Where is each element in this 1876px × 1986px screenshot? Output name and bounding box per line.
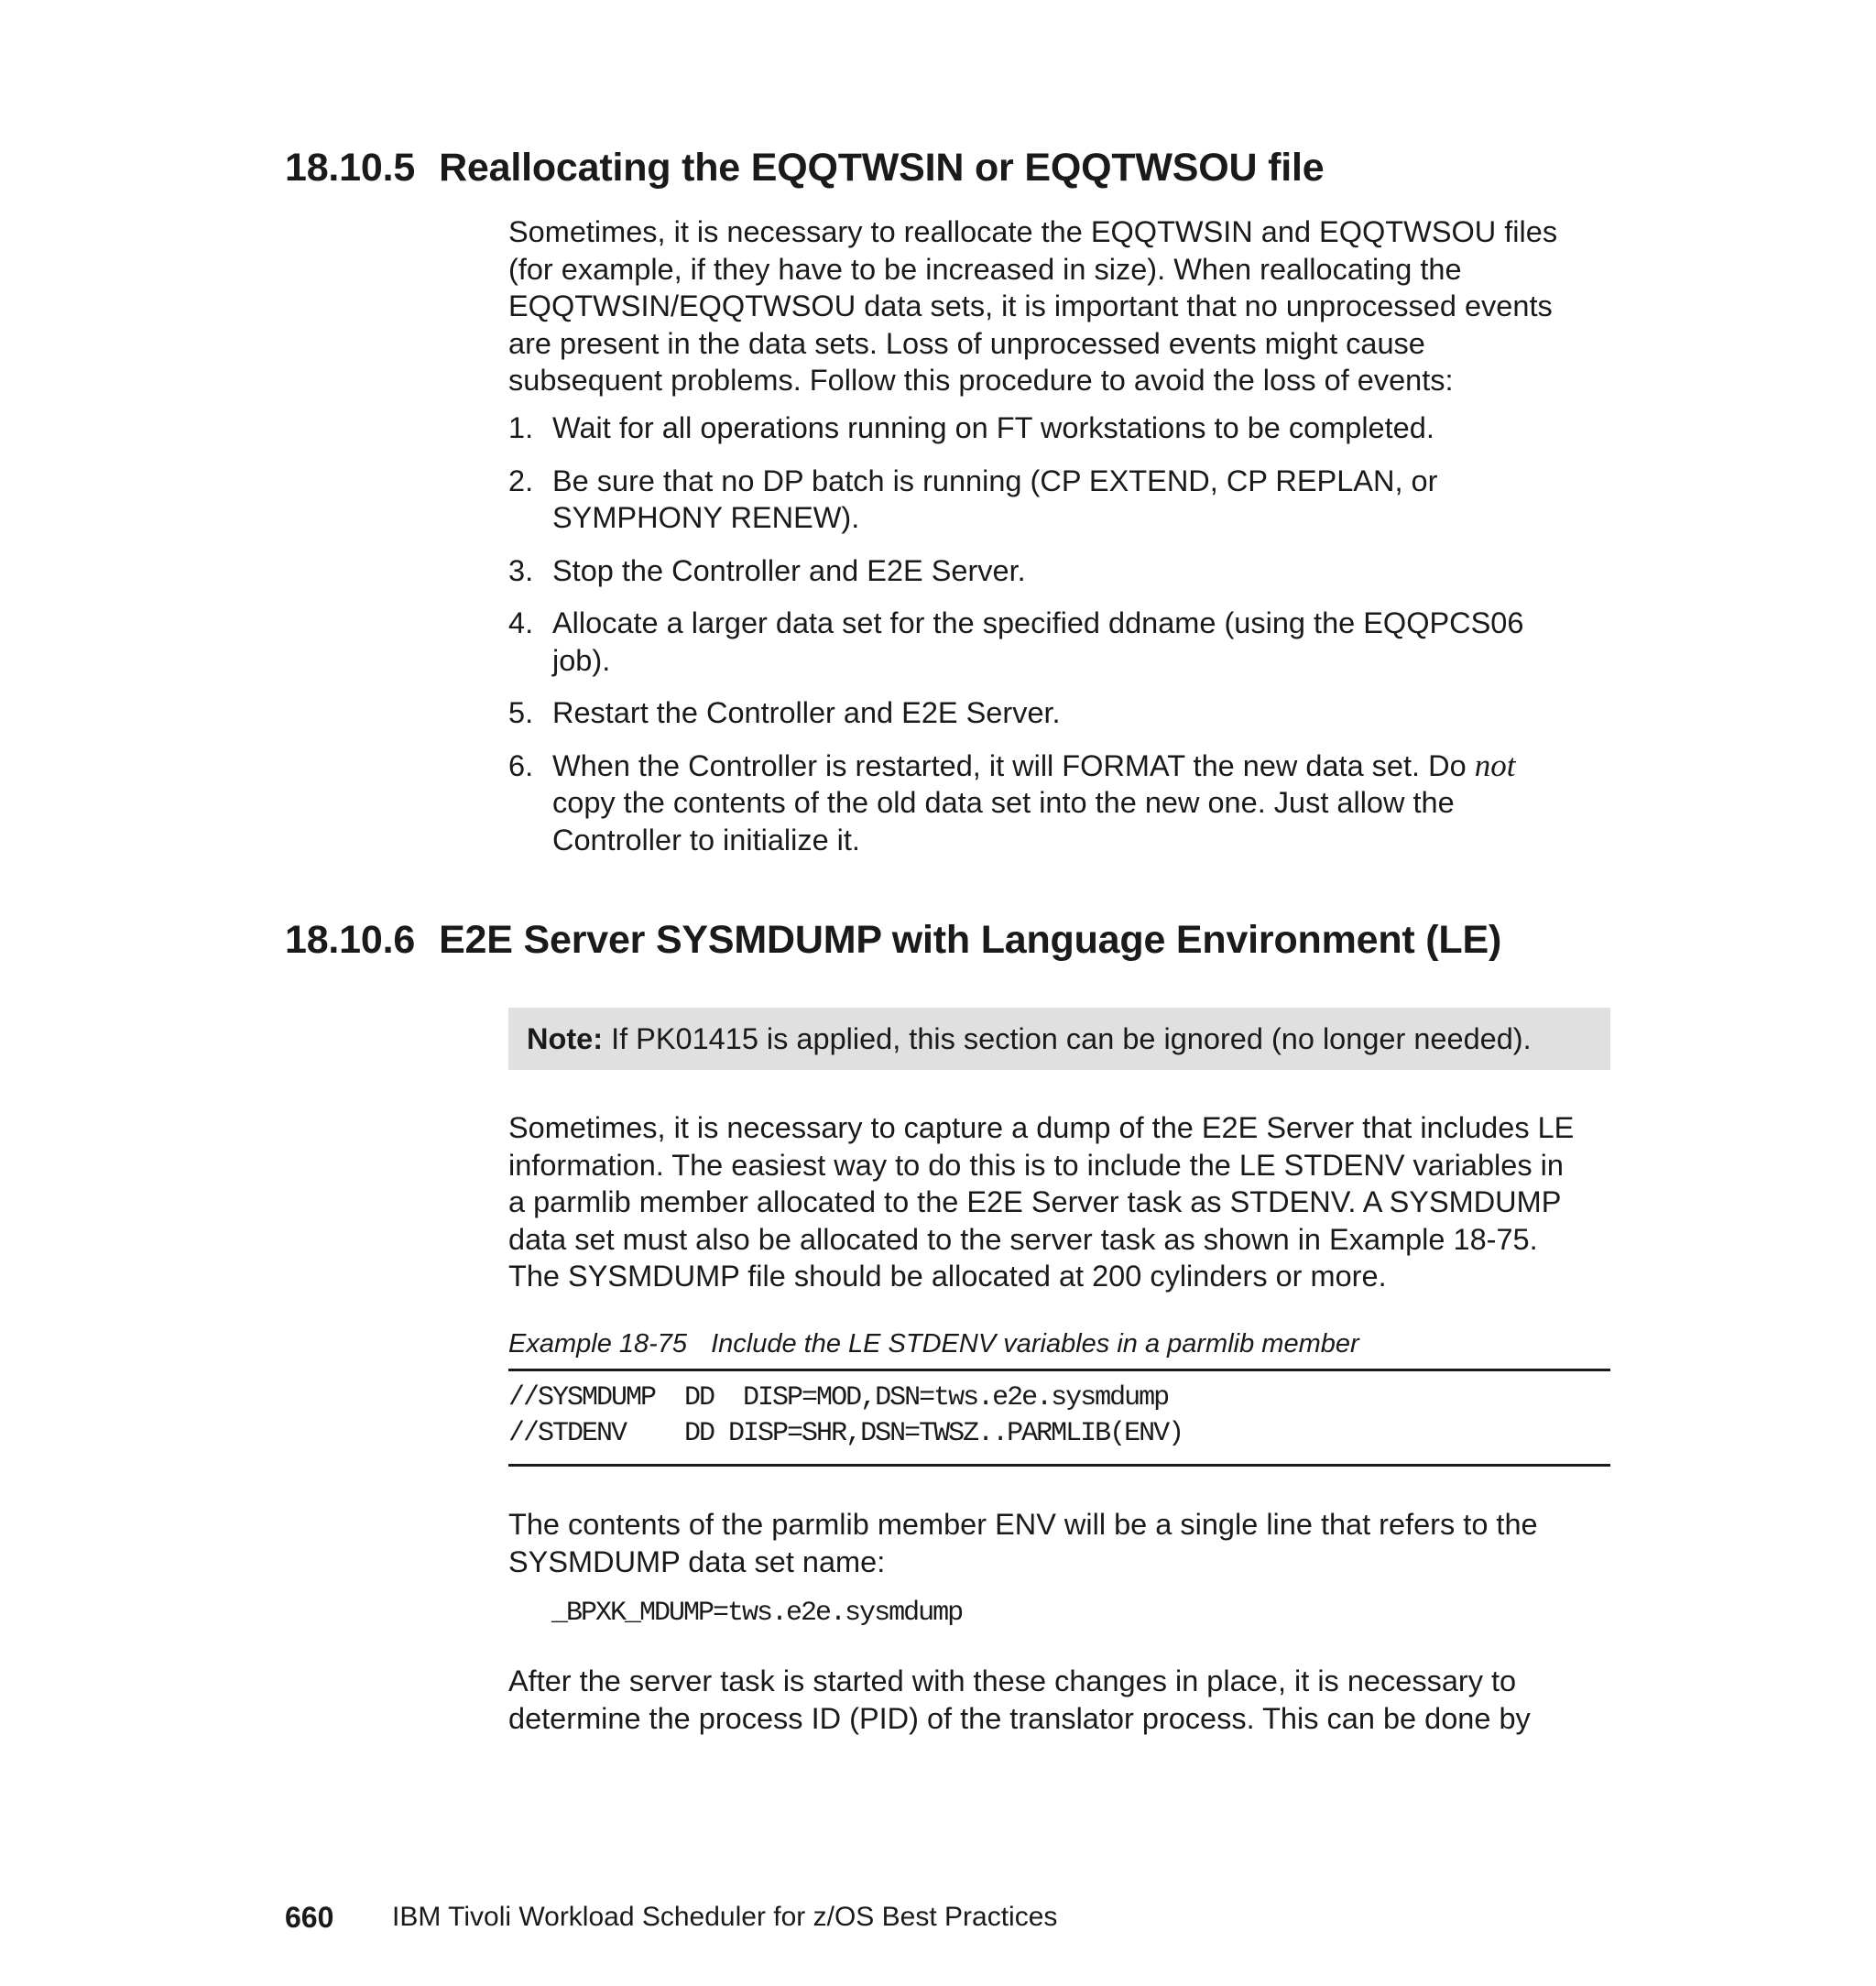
env-paragraph	[508, 1506, 1612, 1580]
text-line: information. The easiest way to do this is to include the LE STDENV variables in	[508, 1148, 1564, 1182]
code-line: _BPXK_MDUMP=tws.e2e.sysmdump	[551, 1598, 963, 1629]
page-number: 660	[285, 1901, 334, 1934]
section-title: E2E Server SYSMDUMP with Language Environment (LE)	[439, 918, 1502, 962]
text-line: After the server task is started with these changes in place, it is necessary to	[508, 1664, 1517, 1697]
book-title: IBM Tivoli Workload Scheduler for z/OS Best Practices	[392, 1902, 1058, 1932]
text-line: are present in the data sets. Loss of unprocessed events might cause	[508, 326, 1425, 360]
step-text: When the Controller is restarted, it will FORMAT the new data set. Do	[552, 748, 1475, 782]
step-text: Be sure that no DP batch is running (CP EXTEND, CP REPLAN, or	[552, 464, 1438, 497]
pid-paragraph	[508, 1663, 1612, 1737]
procedure-list	[508, 409, 1612, 858]
section-heading-18-10-6	[285, 916, 1501, 964]
code-line: //SYSMDUMP DD DISP=MOD,DSN=tws.e2e.sysmdump	[508, 1382, 1169, 1413]
step-text: Restart the Controller and E2E Server.	[552, 696, 1061, 729]
code-line: //STDENV DD DISP=SHR,DSN=TWSZ..PARMLIB(ENV)	[508, 1418, 1183, 1449]
note-box	[508, 1008, 1610, 1070]
code-example-block	[508, 1380, 1183, 1452]
list-item	[508, 747, 1612, 859]
section-number: 18.10.5	[285, 146, 416, 190]
step-number: 1.	[508, 411, 534, 444]
section-number: 18.10.6	[285, 918, 416, 962]
emphasis-not: not	[1474, 747, 1516, 783]
text-line: a parmlib member allocated to the E2E Server task as STDENV. A SYSMDUMP	[508, 1185, 1562, 1218]
step-number: 4.	[508, 606, 534, 639]
example-title: Include the LE STDENV variables in a parmlib member	[711, 1329, 1359, 1359]
example-bottom-rule	[508, 1464, 1610, 1467]
step-text: Wait for all operations running on FT workstations to be completed.	[552, 411, 1434, 444]
text-line: (for example, if they have to be increased in size). When reallocating the	[508, 252, 1462, 286]
list-item	[508, 552, 1612, 590]
text-line: Sometimes, it is necessary to reallocate the EQQTWSIN and EQQTWSOU files	[508, 215, 1558, 248]
step-text: Allocate a larger data set for the specified ddname (using the EQQPCS06	[552, 606, 1524, 639]
list-item	[508, 409, 1612, 447]
text-line: subsequent problems. Follow this procedure to avoid the loss of events:	[508, 364, 1454, 397]
list-item	[508, 463, 1612, 537]
example-top-rule	[508, 1369, 1610, 1371]
text-line: data set must also be allocated to the server task as shown in Example 18-75.	[508, 1222, 1538, 1256]
step-text: Controller to initialize it.	[552, 823, 860, 857]
section-heading-18-10-5	[285, 144, 1324, 191]
text-line: The contents of the parmlib member ENV will be a single line that refers to the	[508, 1508, 1538, 1541]
step-text: SYMPHONY RENEW).	[552, 501, 860, 534]
example-label: Example 18-75	[508, 1329, 688, 1359]
note-text: If PK01415 is applied, this section can be ignored (no longer needed).	[603, 1022, 1532, 1055]
text-line: determine the process ID (PID) of the translator process. This can be done by	[508, 1701, 1531, 1735]
text-line: The SYSMDUMP file should be allocated at 200 cylinders or more.	[508, 1260, 1387, 1293]
text-line: Sometimes, it is necessary to capture a dump of the E2E Server that includes LE	[508, 1111, 1575, 1144]
step-number: 2.	[508, 464, 534, 497]
example-caption	[508, 1327, 1359, 1360]
step-number: 3.	[508, 553, 534, 587]
list-item	[508, 694, 1612, 732]
text-line: EQQTWSIN/EQQTWSOU data sets, it is important that no unprocessed events	[508, 289, 1553, 322]
text-line: SYSMDUMP data set name:	[508, 1544, 886, 1578]
step-number: 5.	[508, 696, 534, 729]
le-paragraph	[508, 1109, 1612, 1295]
intro-paragraph	[508, 213, 1612, 399]
mdump-code-line	[551, 1596, 962, 1631]
section-title: Reallocating the EQQTWSIN or EQQTWSOU file	[439, 146, 1325, 190]
step-text: job).	[552, 643, 611, 677]
note-label: Note:	[527, 1022, 604, 1055]
step-number: 6.	[508, 748, 534, 782]
list-item	[508, 605, 1612, 679]
step-text: copy the contents of the old data set into the new one. Just allow the	[552, 786, 1455, 819]
step-text: Stop the Controller and E2E Server.	[552, 553, 1026, 587]
